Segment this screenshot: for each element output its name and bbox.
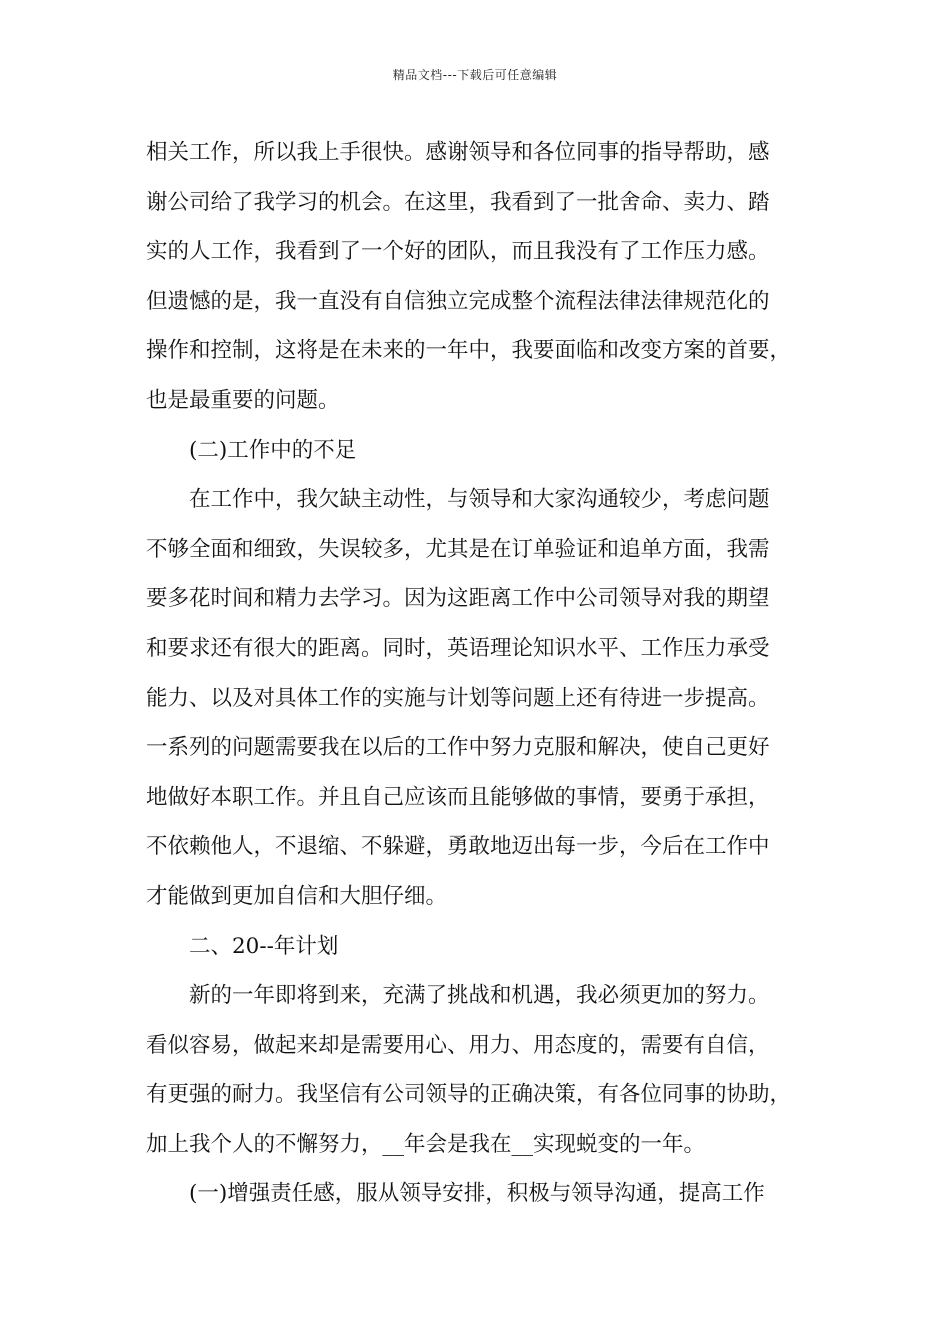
paragraph-first-line: 新的一年即将到来，充满了挑战和机遇，我必须更加的努力。 <box>189 983 770 1009</box>
body-line: 但遗憾的是，我一直没有自信独立完成整个流程法律法律规范化的 <box>146 288 770 314</box>
body-line: 加上我个人的不懈努力，__年会是我在__实现蜕变的一年。 <box>146 1131 706 1157</box>
section-heading: (二)工作中的不足 <box>189 437 357 463</box>
section-heading: (一)增强责任感，服从领导安排，积极与领导沟通，提高工作 <box>189 1181 765 1207</box>
paragraph-first-line: 在工作中，我欠缺主动性，与领导和大家沟通较少，考虑问题 <box>189 487 770 513</box>
body-line: 能力、以及对具体工作的实施与计划等问题上还有待进一步提高。 <box>146 685 770 711</box>
body-line: 地做好本职工作。并且自己应该而且能够做的事情，要勇于承担， <box>146 784 770 810</box>
body-line: 看似容易，做起来却是需要用心、用力、用态度的，需要有自信， <box>146 1032 770 1058</box>
body-line: 不够全面和细致，失误较多，尤其是在订单验证和追单方面，我需 <box>146 536 770 562</box>
document-body <box>146 128 806 1219</box>
body-line: 实的人工作，我看到了一个好的团队，而且我没有了工作压力感。 <box>146 239 770 265</box>
page-header: 精品文档---下载后可任意编辑 <box>392 68 558 82</box>
body-line: 也是最重要的问题。 <box>146 387 340 413</box>
body-line: 和要求还有很大的距离。同时，英语理论知识水平、工作压力承受 <box>146 635 770 661</box>
body-line: 要多花时间和精力去学习。因为这距离工作中公司领导对我的期望 <box>146 586 770 612</box>
body-line: 谢公司给了我学习的机会。在这里，我看到了一批舍命、卖力、踏 <box>146 189 770 215</box>
body-line: 一系列的问题需要我在以后的工作中努力克服和解决，使自己更好 <box>146 735 770 761</box>
body-line: 有更强的耐力。我坚信有公司领导的正确决策，有各位同事的协助， <box>146 1082 792 1108</box>
section-heading: 二、20--年计划 <box>189 933 339 959</box>
body-line: 相关工作，所以我上手很快。感谢领导和各位同事的指导帮助，感 <box>146 140 770 165</box>
body-line: 才能做到更加自信和大胆仔细。 <box>146 883 448 909</box>
body-line: 操作和控制，这将是在未来的一年中，我要面临和改变方案的首要， <box>146 338 792 364</box>
body-line: 不依赖他人，不退缩、不躲避，勇敢地迈出每一步，今后在工作中 <box>146 834 770 860</box>
